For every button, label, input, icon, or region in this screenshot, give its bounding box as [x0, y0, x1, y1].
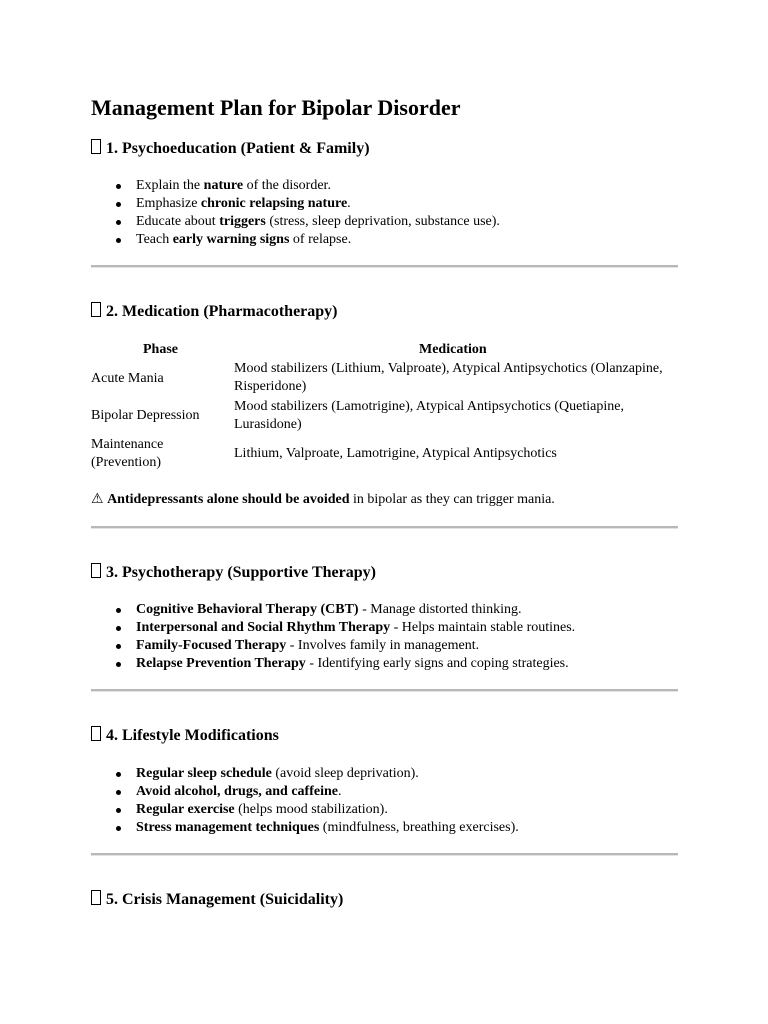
list-item: Cognitive Behavioral Therapy (CBT) - Manage distorted thinking. — [91, 601, 575, 619]
missing-glyph-icon — [91, 139, 101, 154]
missing-glyph-icon — [91, 890, 101, 905]
section-divider — [91, 526, 678, 529]
table-header-phase: Phase — [143, 342, 178, 357]
list-item: Emphasize chronic relapsing nature. — [91, 195, 500, 213]
warning-note: ⚠ Antidepressants alone should be avoided in bipolar as they can trigger mania. — [91, 492, 555, 507]
section-divider — [91, 853, 678, 856]
table-cell-medication: Mood stabilizers (Lamotrigine), Atypical Antipsychotics (Quetiapine, Lurasidone) — [234, 399, 624, 432]
list-item: Avoid alcohol, drugs, and caffeine. — [91, 783, 519, 801]
section-heading-psychoeducation: 1. Psychoeducation (Patient & Family) — [91, 139, 370, 159]
list-item: Relapse Prevention Therapy - Identifying early signs and coping strategies. — [91, 655, 575, 673]
section-divider — [91, 689, 678, 692]
section-heading-psychotherapy: 3. Psychotherapy (Supportive Therapy) — [91, 563, 376, 583]
list-item: Explain the nature of the disorder. — [91, 177, 500, 195]
missing-glyph-icon — [91, 726, 101, 741]
list-item: Regular exercise (helps mood stabilization). — [91, 801, 519, 819]
section-heading-lifestyle: 4. Lifestyle Modifications — [91, 726, 279, 746]
lifestyle-list — [91, 765, 519, 837]
page-title: Management Plan for Bipolar Disorder — [91, 95, 461, 120]
psychotherapy-list — [91, 601, 575, 673]
missing-glyph-icon — [91, 302, 101, 317]
table-cell-phase: Bipolar Depression — [91, 408, 200, 423]
section-heading-crisis: 5. Crisis Management (Suicidality) — [91, 890, 343, 910]
table-cell-phase: Maintenance (Prevention) — [91, 437, 164, 470]
section-divider — [91, 265, 678, 268]
table-header-medication: Medication — [419, 342, 487, 357]
list-item: Teach early warning signs of relapse. — [91, 231, 500, 249]
table-cell-medication: Mood stabilizers (Lithium, Valproate), Atypical Antipsychotics (Olanzapine, Risperidone) — [234, 361, 663, 394]
warning-icon: ⚠ — [91, 492, 104, 507]
table-cell-medication: Lithium, Valproate, Lamotrigine, Atypical Antipsychotics — [234, 446, 557, 461]
psychoeducation-list — [91, 177, 500, 249]
table-cell-phase: Acute Mania — [91, 371, 164, 386]
missing-glyph-icon — [91, 563, 101, 578]
section-heading-medication: 2. Medication (Pharmacotherapy) — [91, 302, 338, 322]
list-item: Interpersonal and Social Rhythm Therapy - Helps maintain stable routines. — [91, 619, 575, 637]
list-item: Family-Focused Therapy - Involves family in management. — [91, 637, 575, 655]
list-item: Stress management techniques (mindfulness, breathing exercises). — [91, 819, 519, 837]
list-item: Educate about triggers (stress, sleep deprivation, substance use). — [91, 213, 500, 231]
list-item: Regular sleep schedule (avoid sleep deprivation). — [91, 765, 519, 783]
